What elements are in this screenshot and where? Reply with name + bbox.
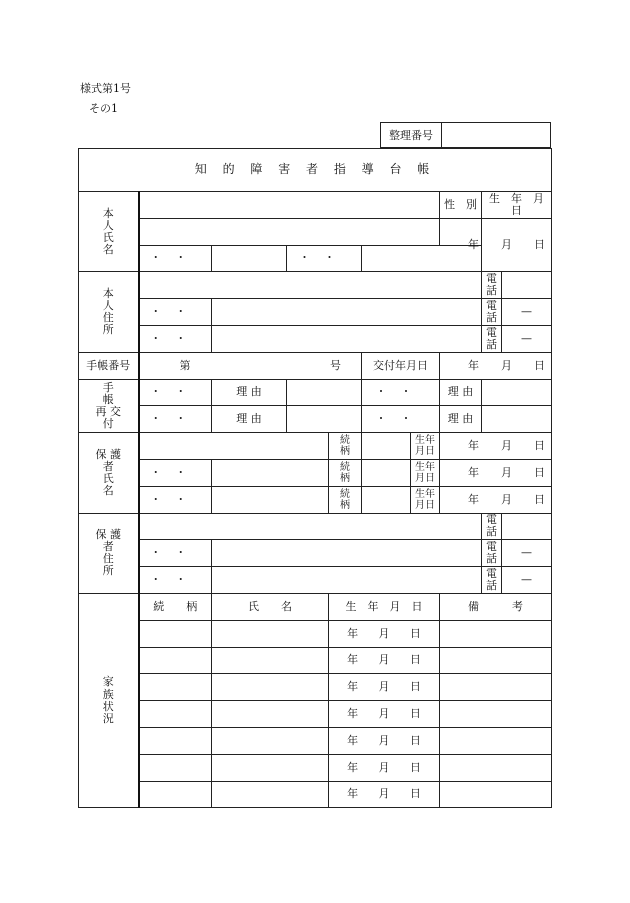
family-col-remarks: 備 考 <box>440 593 552 620</box>
address-field-2[interactable] <box>212 299 482 326</box>
gphone-field-1[interactable] <box>502 513 552 540</box>
issue-date-field[interactable]: 年 月 日 <box>440 352 552 379</box>
reissue-reason-1a[interactable] <box>287 379 362 406</box>
reissue-reason-2b[interactable] <box>482 406 552 433</box>
gaddress-field-2[interactable] <box>212 540 482 567</box>
gphone-dash-2: — <box>502 540 552 567</box>
addr-dots-3: ・・ <box>139 325 212 352</box>
name-field[interactable] <box>139 218 440 245</box>
addr-dots-2: ・・ <box>139 299 212 326</box>
family-row: 年 月 日 <box>79 674 552 701</box>
family-row: 年 月 日 <box>79 727 552 754</box>
label-techo-bango: 手帳番号 <box>79 352 139 379</box>
birthdate-field[interactable]: 年 月 日 <box>482 218 552 272</box>
label-hogosha-shimei: 保 護 者 氏 名 <box>79 433 139 513</box>
page-title: 知 的 障 害 者 指 導 台 帳 <box>79 149 552 192</box>
gbirth-field-2[interactable]: 年 月 日 <box>440 459 552 486</box>
date-field-2[interactable] <box>362 245 482 272</box>
relation-field-3[interactable] <box>362 486 411 513</box>
phone-dash-2: — <box>502 299 552 326</box>
guardian-name-1[interactable] <box>139 433 329 460</box>
phone-dash-3: — <box>502 325 552 352</box>
techo-number-field[interactable]: 第 号 <box>139 352 362 379</box>
form-number: 様式第1号 <box>80 82 131 95</box>
relation-label-1: 続 柄 <box>329 433 362 460</box>
reissue-dots-1b: ・・ <box>362 379 440 406</box>
name-kana-field[interactable] <box>139 192 440 219</box>
relation-field-1[interactable] <box>362 433 411 460</box>
label-honnin-shimei: 本 人 氏 名 <box>79 192 139 272</box>
issue-date-label: 交付年月日 <box>362 352 440 379</box>
relation-field-2[interactable] <box>362 459 411 486</box>
birthdate-label: 生 年 月 日 <box>482 192 552 219</box>
gaddr-dots-3: ・・ <box>139 567 212 594</box>
guardian-name-2[interactable] <box>212 459 329 486</box>
phone-field-1[interactable] <box>502 272 552 299</box>
sex-label: 性 別 <box>440 192 482 219</box>
date-field-1[interactable] <box>212 245 287 272</box>
reissue-reason-2a[interactable] <box>287 406 362 433</box>
guidance-ledger-table <box>78 148 556 808</box>
reissue-reason-label-1b: 理 由 <box>440 379 482 406</box>
reissue-dots-1a: ・・ <box>139 379 212 406</box>
label-hogosha-jusho: 保 護 者 住 所 <box>79 513 139 593</box>
gphone-label-2: 電 話 <box>482 540 502 567</box>
family-col-birth: 生 年 月 日 <box>329 593 440 620</box>
phone-label-1: 電 話 <box>482 272 502 299</box>
seiri-number-field[interactable] <box>442 123 550 147</box>
family-row: 年 月 日 <box>79 620 552 647</box>
reissue-reason-label-2a: 理 由 <box>212 406 287 433</box>
guardian-dots-3: ・・ <box>139 486 212 513</box>
form-part: その1 <box>89 102 118 115</box>
gaddr-dots-2: ・・ <box>139 540 212 567</box>
reissue-reason-label-1a: 理 由 <box>212 379 287 406</box>
family-row: 年 月 日 <box>79 647 552 674</box>
gbirth-label-3: 生年 月日 <box>411 486 440 513</box>
guardian-dots-2: ・・ <box>139 459 212 486</box>
gphone-label-1: 電 話 <box>482 513 502 540</box>
gbirth-label-2: 生年 月日 <box>411 459 440 486</box>
reissue-dots-2b: ・・ <box>362 406 440 433</box>
gbirth-field-3[interactable]: 年 月 日 <box>440 486 552 513</box>
gphone-label-3: 電 話 <box>482 567 502 594</box>
label-kazoku: 家 族 状 況 <box>79 593 139 807</box>
address-field-3[interactable] <box>212 325 482 352</box>
gbirth-field-1[interactable]: 年 月 日 <box>440 433 552 460</box>
family-row: 年 月 日 <box>79 701 552 728</box>
reissue-reason-label-2b: 理 由 <box>440 406 482 433</box>
family-row: 年 月 日 <box>79 754 552 781</box>
relation-label-3: 続 柄 <box>329 486 362 513</box>
gaddress-field-1[interactable] <box>139 513 482 540</box>
relation-label-2: 続 柄 <box>329 459 362 486</box>
guardian-name-3[interactable] <box>212 486 329 513</box>
seiri-number-box <box>380 122 551 148</box>
family-row: 年 月 日 <box>79 781 552 808</box>
gaddress-field-3[interactable] <box>212 567 482 594</box>
gbirth-label-1: 生年 月日 <box>411 433 440 460</box>
gphone-dash-3: — <box>502 567 552 594</box>
family-col-relation: 続 柄 <box>139 593 212 620</box>
reissue-dots-2a: ・・ <box>139 406 212 433</box>
family-col-name: 氏 名 <box>212 593 329 620</box>
date-dots-1: ・・ <box>139 245 212 272</box>
phone-label-3: 電 話 <box>482 325 502 352</box>
date-dots-2: ・・ <box>287 245 362 272</box>
label-techo-saikofu: 手 帳 再 交 付 <box>79 379 139 433</box>
reissue-reason-1b[interactable] <box>482 379 552 406</box>
seiri-number-label: 整理番号 <box>381 123 442 147</box>
phone-label-2: 電 話 <box>482 299 502 326</box>
label-honnin-jusho: 本 人 住 所 <box>79 272 139 352</box>
address-field-1[interactable] <box>139 272 482 299</box>
